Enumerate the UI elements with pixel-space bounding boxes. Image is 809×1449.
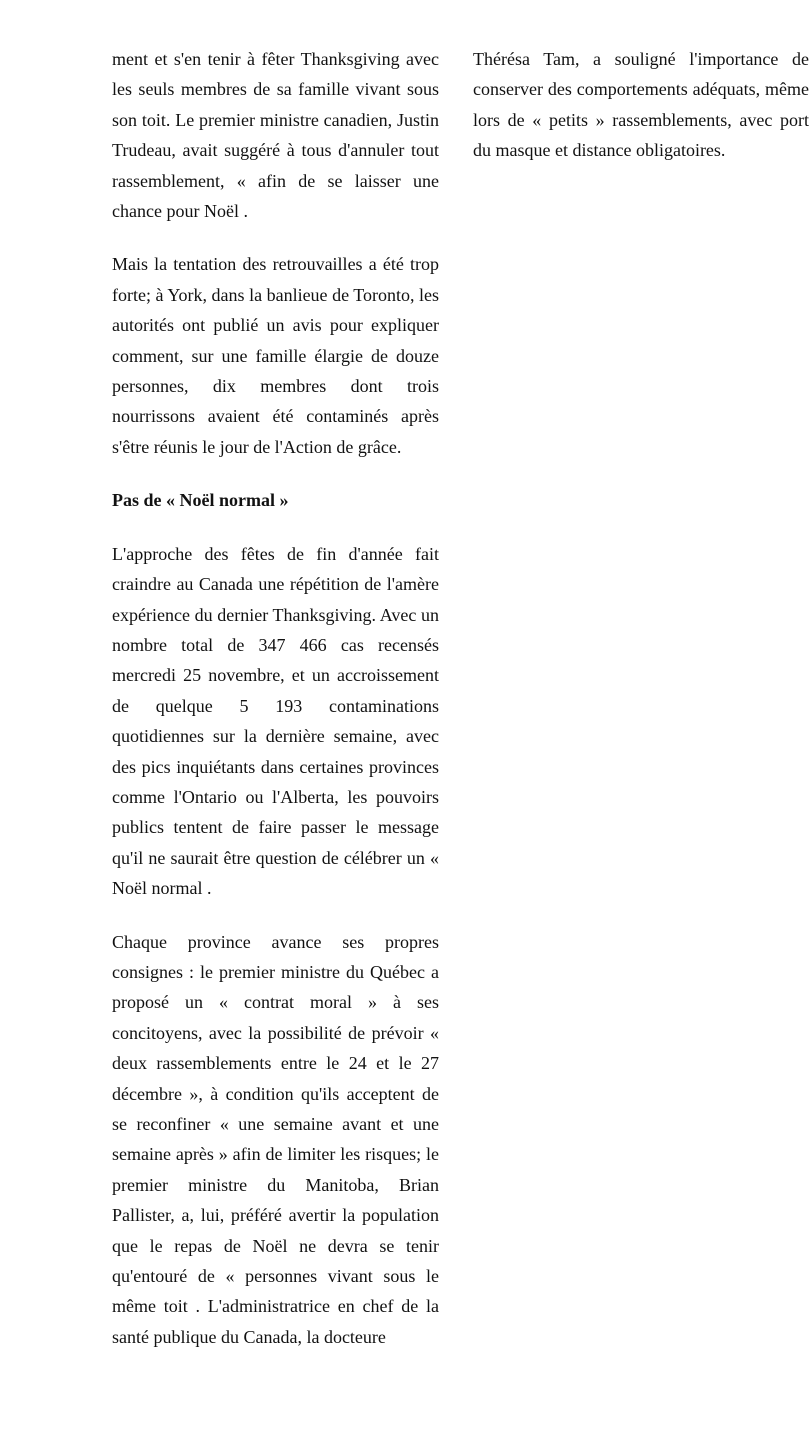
paragraph-theresa-tam: Thérésa Tam, a souligné l'importance de conserver des comportements adéquats, même lors de « petits » rassemblements, avec port du masque et distance obligatoires. (473, 49, 809, 161)
paragraph-thanksgiving-family: ment et s'en tenir à fêter Thanksgiving avec les seuls membres de sa famille vivant sous son toit. Le premier ministre canadien, Justin Trudeau, avait suggéré à tous d'annuler tout rassemblement, « afin de se laisser une chance pour Noël . (112, 49, 439, 222)
right-column (473, 44, 809, 189)
paragraph-provincial-rules: Chaque province avance ses propres consignes : le premier ministre du Québec a proposé un « contrat moral » à ses concitoyens, avec la possibilité de prévoir « deux rassemblements entre le 24 et le 27 décembre », à condition qu'ils acceptent de se reconfiner « une semaine avant et une semaine après » afin de limiter les risques; le premier ministre du Manitoba, Brian Pallister, a, lui, préféré avertir la population que le repas de Noël ne devra se tenir qu'entouré de « personnes vivant sous le même toit . L'administratrice en chef de la santé publique du Canada, la docteure (112, 931, 439, 1347)
paragraph-york-outbreak: Mais la tentation des retrouvailles a été trop forte; à York, dans la banlieue de Toronto, les autorités ont publié un avis pour expliquer comment, sur une famille élargie de douze personnes, dix membres dont trois nourrissons avaient été contaminés après s'être réunis le jour de l'Action de grâce. (112, 254, 439, 457)
paragraph-case-counts: L'approche des fêtes de fin d'année fait craindre au Canada une répétition de l'amère expérience du dernier Thanksgiving. Avec un nombre total de 347 466 cas recensés mercredi 25 novembre, et un accroissement de quelque 5 193 contaminations quotidiennes sur la dernière semaine, avec des pics inquiétants dans certaines provinces comme l'Ontario ou l'Alberta, les pouvoirs publics tentent de faire passer le message qu'il ne saurait être question de célébrer un « Noël normal . (112, 543, 439, 899)
section-heading: Pas de « Noël normal » (112, 490, 289, 511)
left-column (112, 44, 439, 1375)
